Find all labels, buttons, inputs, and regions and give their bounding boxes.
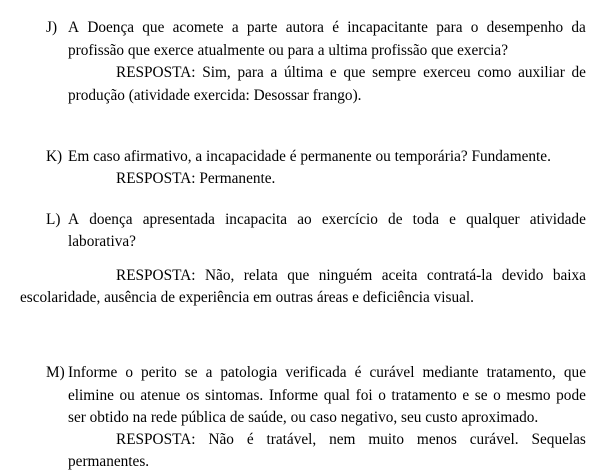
word: perito bbox=[141, 364, 177, 381]
word: ou bbox=[119, 387, 135, 404]
word: como bbox=[477, 64, 512, 81]
word: atenue bbox=[140, 387, 181, 404]
word: sintomas. bbox=[205, 387, 264, 404]
word: mediante bbox=[422, 364, 479, 381]
word: para bbox=[436, 19, 463, 36]
word: exerceu bbox=[423, 64, 471, 81]
word: e bbox=[449, 211, 456, 228]
word: contratá-la bbox=[426, 267, 493, 284]
item-m-question-line-2 bbox=[68, 386, 586, 405]
word: RESPOSTA: bbox=[116, 431, 196, 448]
word: última bbox=[284, 64, 324, 81]
item-m-question-line-3: ser obtido na rede pública de saúde, ou caso negativo, seu custo aproximado. bbox=[68, 409, 539, 426]
word: se bbox=[474, 387, 488, 404]
item-l-label: L) bbox=[46, 211, 61, 228]
word: Sim, bbox=[202, 64, 231, 81]
word: a bbox=[231, 19, 239, 36]
word: para bbox=[237, 64, 264, 81]
word: de bbox=[571, 64, 586, 81]
word: tratamento bbox=[391, 387, 457, 404]
word: ninguém bbox=[318, 267, 373, 284]
word: parte bbox=[246, 19, 278, 36]
word: toda bbox=[412, 211, 439, 228]
item-m-answer-line-2: permanentes. bbox=[68, 453, 150, 470]
word: o bbox=[493, 387, 501, 404]
word: doença bbox=[89, 211, 133, 228]
word: o bbox=[378, 387, 386, 404]
word: tratável, bbox=[266, 431, 317, 448]
item-j-answer-line-1 bbox=[116, 63, 586, 82]
word: muito bbox=[368, 431, 405, 448]
item-l-answer-line-2: escolaridade, ausência de experiência em outras áreas e deficiência visual. bbox=[20, 289, 474, 306]
word: baixa bbox=[552, 267, 586, 284]
word: Não bbox=[208, 431, 234, 448]
word: incapacitante bbox=[347, 19, 428, 36]
word: que bbox=[563, 364, 586, 381]
word: ao bbox=[297, 211, 312, 228]
word: aceita bbox=[381, 267, 418, 284]
word: que bbox=[343, 64, 366, 81]
word: RESPOSTA: bbox=[116, 64, 196, 81]
word: devido bbox=[501, 267, 544, 284]
item-k-answer-line-1: RESPOSTA: Permanente. bbox=[116, 170, 276, 187]
word: elimine bbox=[68, 387, 114, 404]
item-l-question-line-2: laborativa? bbox=[68, 233, 136, 250]
word: o bbox=[125, 364, 133, 381]
item-m-label: M) bbox=[46, 364, 65, 381]
word: autora bbox=[285, 19, 324, 36]
word: o bbox=[470, 19, 479, 36]
word: curável. bbox=[469, 431, 519, 448]
word: é bbox=[246, 431, 254, 448]
item-j-label: J) bbox=[46, 19, 58, 36]
word: e bbox=[462, 387, 470, 404]
item-k-question-line-1: Em caso afirmativo, a incapacidade é permanente ou temporária? Fundamente. bbox=[68, 148, 551, 165]
word: desempenho bbox=[486, 19, 564, 36]
word: se bbox=[184, 364, 198, 381]
item-j-question-line-2: profissão que exerce atualmente ou para a ultima profissão que exercia? bbox=[68, 42, 509, 59]
word: incapacita bbox=[225, 211, 288, 228]
word: Doença bbox=[87, 19, 135, 36]
word: a bbox=[205, 364, 213, 381]
word: é bbox=[332, 19, 339, 36]
word: Sequelas bbox=[531, 431, 586, 448]
word: RESPOSTA: bbox=[116, 267, 196, 284]
word: é bbox=[354, 364, 362, 381]
item-k-label: K) bbox=[46, 148, 63, 165]
word: de bbox=[388, 211, 403, 228]
item-j-question-line-1 bbox=[68, 18, 586, 37]
word: A bbox=[68, 211, 80, 228]
word: atividade bbox=[529, 211, 586, 228]
word: pode bbox=[556, 387, 586, 404]
item-m-answer-line-1 bbox=[116, 430, 586, 449]
word: a bbox=[270, 64, 278, 81]
word: Informe bbox=[268, 387, 319, 404]
word: mesmo bbox=[506, 387, 551, 404]
word: da bbox=[571, 19, 586, 36]
word: foi bbox=[355, 387, 373, 404]
word: relata bbox=[243, 267, 278, 284]
word: Informe bbox=[68, 364, 118, 381]
word: qual bbox=[323, 387, 351, 404]
word: A bbox=[68, 19, 80, 36]
word: que bbox=[142, 19, 165, 36]
item-l-question-line-1 bbox=[68, 210, 586, 229]
word: auxiliar bbox=[518, 64, 565, 81]
word: que bbox=[287, 267, 310, 284]
item-l-answer-line-1 bbox=[116, 266, 586, 285]
word: e bbox=[329, 64, 337, 81]
word: os bbox=[185, 387, 200, 404]
item-j-answer-line-2: produção (atividade exercida: Desossar frango). bbox=[68, 87, 362, 104]
word: sempre bbox=[372, 64, 417, 81]
item-m-question-line-1 bbox=[68, 363, 586, 382]
word: acomete bbox=[172, 19, 224, 36]
word: qualquer bbox=[466, 211, 520, 228]
word: menos bbox=[416, 431, 457, 448]
word: exercício bbox=[321, 211, 378, 228]
word: Não, bbox=[205, 267, 235, 284]
word: tratamento, bbox=[486, 364, 556, 381]
word: apresentada bbox=[142, 211, 215, 228]
word: verificada bbox=[285, 364, 347, 381]
word: nem bbox=[329, 431, 356, 448]
word: patologia bbox=[220, 364, 278, 381]
word: curável bbox=[369, 364, 415, 381]
